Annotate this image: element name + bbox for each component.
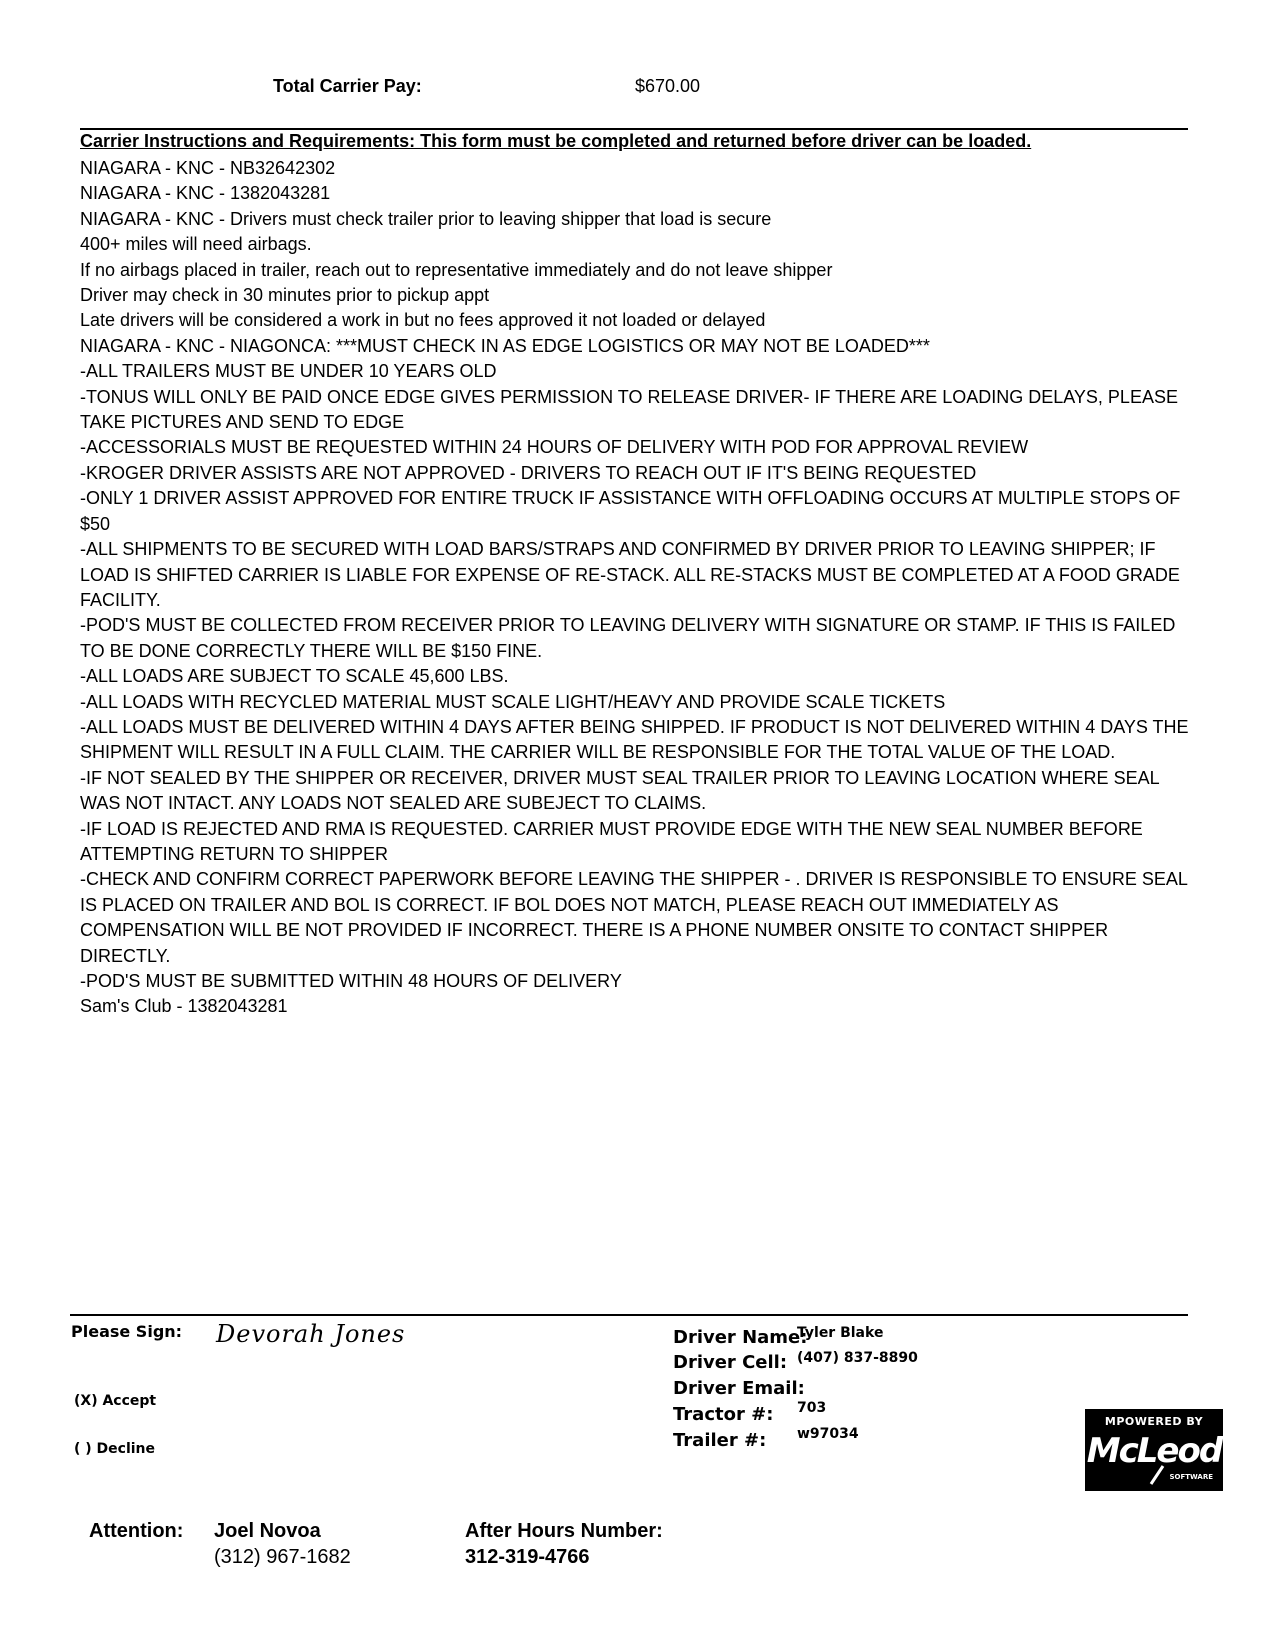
instructions-heading: Carrier Instructions and Requirements: This form must be completed and returned before driver can be loaded. [80, 131, 1032, 151]
instruction-line: Driver may check in 30 minutes prior to pickup appt [80, 285, 490, 306]
instruction-line: -ACCESSORIALS MUST BE REQUESTED WITHIN 24 HOURS OF DELIVERY WITH POD FOR APPROVAL REVIEW [80, 437, 1029, 458]
driver-name-value: Tyler Blake [797, 1325, 884, 1341]
instruction-line: -POD'S MUST BE SUBMITTED WITHIN 48 HOURS OF DELIVERY [80, 971, 622, 991]
instruction-line: -ALL LOADS WITH RECYCLED MATERIAL MUST SCALE LIGHT/HEAVY AND PROVIDE SCALE TICKETS [80, 691, 946, 712]
instruction-line: -ONLY 1 DRIVER ASSIST APPROVED FOR ENTIRE TRUCK IF ASSISTANCE WITH OFFLOADING OCCURS AT MULTIPLE STOPS OF $50 [80, 488, 1181, 534]
instruction-line: -POD'S MUST BE COLLECTED FROM RECEIVER PRIOR TO LEAVING DELIVERY WITH SIGNATURE OR STAMP. IF THIS IS FAILED TO BE DONE CORRECTLY THERE WILL BE $150 FINE. [80, 615, 1176, 661]
trailer-value: w97034 [797, 1426, 859, 1442]
attention-name: Joel Novoa [214, 1520, 321, 1542]
instruction-line: NIAGARA - KNC - NB32642302 [80, 158, 336, 178]
instruction-line: -IF LOAD IS REJECTED AND RMA IS REQUESTED. CARRIER MUST PROVIDE EDGE WITH THE NEW SEAL NUMBER BEFORE ATTEMPTING RETURN TO SHIPPER [80, 818, 1143, 864]
driver-cell-label: Driver Cell: [673, 1352, 788, 1373]
bottom-divider [70, 1314, 1188, 1316]
instruction-line: -ALL TRAILERS MUST BE UNDER 10 YEARS OLD [80, 361, 497, 382]
top-divider [80, 128, 1188, 130]
logo-swoosh-icon [1145, 1464, 1169, 1486]
instruction-line: -TONUS WILL ONLY BE PAID ONCE EDGE GIVES PERMISSION TO RELEASE DRIVER- IF THERE ARE LOADING DELAYS, PLEASE TAKE PICTURES AND SEND TO EDGE [80, 386, 1178, 433]
total-carrier-pay-value: $670.00 [635, 76, 701, 96]
after-hours-number: 312-319-4766 [465, 1546, 590, 1568]
trailer-label: Trailer #: [673, 1430, 767, 1451]
tractor-value: 703 [797, 1400, 827, 1416]
instruction-line: NIAGARA - KNC - NIAGONCA: ***MUST CHECK IN AS EDGE LOGISTICS OR MAY NOT BE LOADED*** [80, 335, 930, 356]
attention-label: Attention: [89, 1520, 184, 1542]
signature[interactable]: Devorah Jones [216, 1320, 406, 1348]
logo-brand: McLeod [1086, 1431, 1222, 1471]
instruction-line: -ALL LOADS MUST BE DELIVERED WITHIN 4 DAYS AFTER BEING SHIPPED. IF PRODUCT IS NOT DELIVERED WITHIN 4 DAYS THE SHIPMENT WILL RESULT IN A FULL CLAIM. THE CARRIER WILL BE RESPONSIBLE FOR THE TOTAL VALUE OF THE LOAD. [80, 716, 1189, 763]
instruction-line: -IF NOT SEALED BY THE SHIPPER OR RECEIVER, DRIVER MUST SEAL TRAILER PRIOR TO LEAVING LOCATION WHERE SEAL WAS NOT INTACT. ANY LOADS NOT SEALED ARE SUBEJECT TO CLAIMS. [80, 767, 1159, 814]
driver-name-label: Driver Name: [673, 1327, 808, 1348]
driver-email-label: Driver Email: [673, 1378, 805, 1399]
instruction-line: If no airbags placed in trailer, reach out to representative immediately and do not leave shipper [80, 259, 833, 280]
instruction-line: -ALL SHIPMENTS TO BE SECURED WITH LOAD BARS/STRAPS AND CONFIRMED BY DRIVER PRIOR TO LEAVING SHIPPER; IF LOAD IS SHIFTED CARRIER IS LIABLE FOR EXPENSE OF RE-STACK. ALL RE-STACKS MUST BE COMPLETED AT A FOOD GRADE FACILITY. [80, 539, 1180, 610]
accept-option[interactable]: (X) Accept [74, 1393, 157, 1409]
logo-top-text: MPOWERED BY [1104, 1415, 1204, 1428]
instruction-line: -KROGER DRIVER ASSISTS ARE NOT APPROVED - DRIVERS TO REACH OUT IF IT'S BEING REQUESTED [80, 462, 977, 483]
tractor-label: Tractor #: [673, 1404, 774, 1425]
instruction-line: Sam's Club - 1382043281 [80, 996, 288, 1017]
instruction-line: NIAGARA - KNC - 1382043281 [80, 183, 331, 204]
instruction-line: Late drivers will be considered a work in but no fees approved it not loaded or delayed [80, 310, 766, 331]
instruction-line: -CHECK AND CONFIRM CORRECT PAPERWORK BEFORE LEAVING THE SHIPPER - . DRIVER IS RESPONSIBLE TO ENSURE SEAL IS PLACED ON TRAILER AND BOL IS CORRECT. IF BOL DOES NOT MATCH, PLEASE REACH OUT IMMEDIATELY AS COMPENSATION WILL BE NOT PROVIDED IF INCORRECT. THERE IS A PHONE NUMBER ONSITE TO CONTACT SHIPPER DIRECTLY. [80, 869, 1188, 966]
attention-phone: (312) 967-1682 [214, 1546, 351, 1568]
instructions-list [80, 156, 1190, 1020]
driver-cell-value: (407) 837-8890 [797, 1350, 918, 1366]
total-carrier-pay-label: Total Carrier Pay: [273, 76, 422, 96]
instruction-line: -ALL LOADS ARE SUBJECT TO SCALE 45,600 LBS. [80, 666, 509, 687]
logo-sub-text: SOFTWARE [1169, 1473, 1213, 1481]
instruction-line: NIAGARA - KNC - Drivers must check trailer prior to leaving shipper that load is secure [80, 208, 772, 229]
please-sign-label: Please Sign: [71, 1322, 183, 1341]
decline-option[interactable]: ( ) Decline [74, 1441, 156, 1457]
instruction-line: 400+ miles will need airbags. [80, 234, 312, 255]
mcleod-logo [1085, 1409, 1223, 1491]
after-hours-label: After Hours Number: [465, 1520, 663, 1542]
